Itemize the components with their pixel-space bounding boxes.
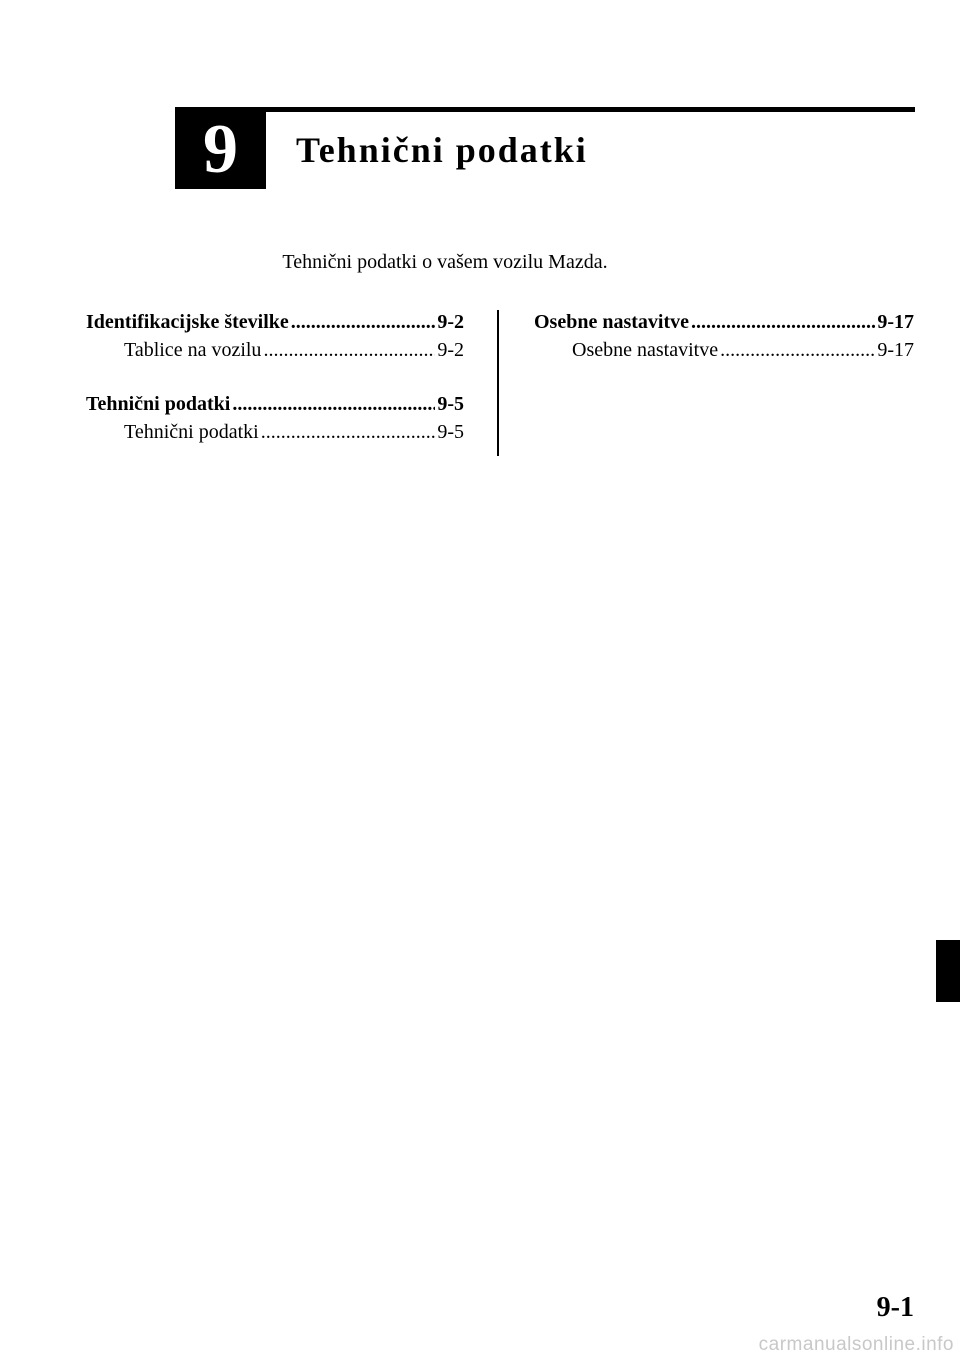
chapter-side-tab — [936, 940, 960, 1002]
toc-entry-title: Identifikacijske številke — [86, 311, 289, 333]
watermark: carmanualsonline.info — [758, 1334, 954, 1355]
toc-entry-technical-data[interactable] — [86, 390, 464, 418]
toc-leader-dots — [691, 308, 875, 336]
toc-page-ref: 9-17 — [877, 311, 914, 333]
toc-section — [86, 390, 464, 446]
toc-leader-dots — [232, 390, 435, 418]
toc-page-ref: 9-5 — [437, 421, 464, 443]
toc-entry-title: Tehnični podatki — [86, 393, 231, 415]
toc-entry-title: Tablice na vozilu — [124, 339, 262, 361]
toc-section — [534, 308, 914, 364]
chapter-intro: Tehnični podatki o vašem vozilu Mazda. — [282, 251, 608, 273]
chapter-title: Tehnični podatki — [296, 130, 588, 170]
toc-entry-title: Osebne nastavitve — [534, 311, 689, 333]
toc-page-ref: 9-2 — [437, 339, 464, 361]
toc-subentry-vehicle-plates[interactable] — [86, 336, 464, 364]
chapter-number-badge: 9 — [175, 111, 266, 189]
toc-entry-personal-settings[interactable] — [534, 308, 914, 336]
toc-subentry-technical-data[interactable] — [86, 418, 464, 446]
toc-leader-dots — [291, 308, 436, 336]
toc-leader-dots — [261, 418, 436, 446]
page-number: 9-1 — [876, 1292, 914, 1323]
toc-entry-identification-numbers[interactable] — [86, 308, 464, 336]
toc-right-column — [534, 308, 914, 390]
toc-page-ref: 9-17 — [877, 339, 914, 361]
toc-subentry-personal-settings[interactable] — [534, 336, 914, 364]
chapter-header-rule — [175, 107, 915, 112]
toc-leader-dots — [720, 336, 875, 364]
toc-page-ref: 9-2 — [437, 311, 464, 333]
toc-page-ref: 9-5 — [437, 393, 464, 415]
toc-leader-dots — [263, 336, 435, 364]
toc-column-divider — [497, 310, 499, 456]
toc-section — [86, 308, 464, 364]
toc-entry-title: Tehnični podatki — [124, 421, 259, 443]
toc-left-column — [86, 308, 464, 472]
toc-entry-title: Osebne nastavitve — [572, 339, 719, 361]
